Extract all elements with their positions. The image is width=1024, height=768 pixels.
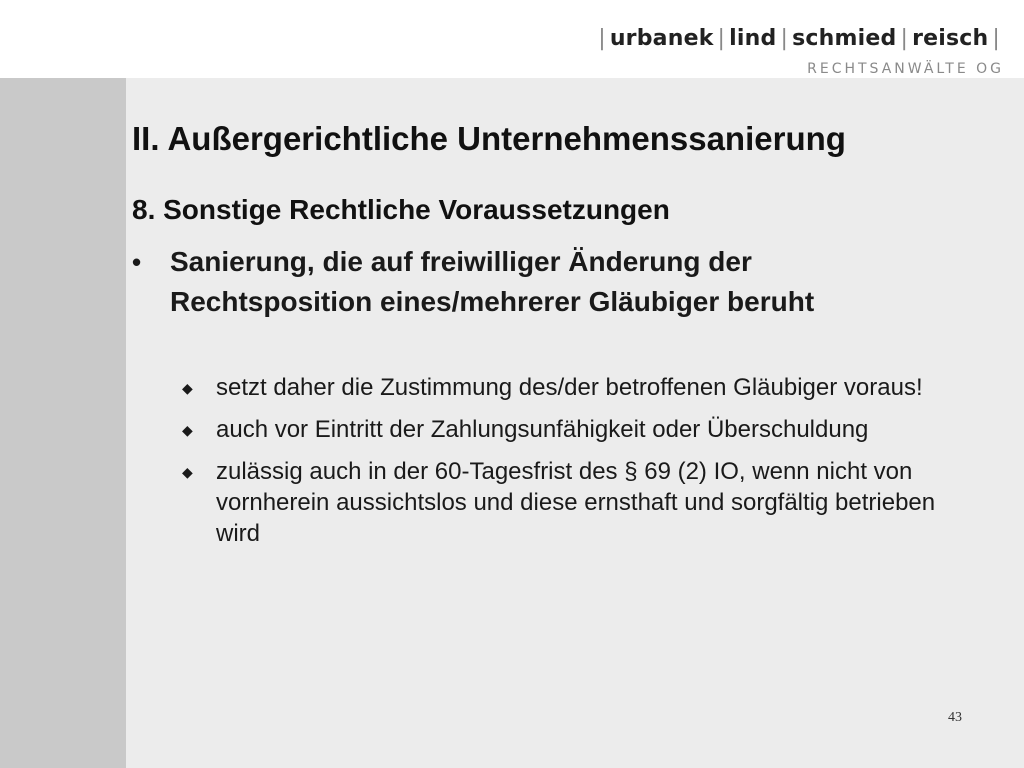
sub-bullet-text: zulässig auch in der 60-Tagesfrist des § 69 (2) IO, wenn nicht von vornherein aussichtslos und diese ernsthaft und sorgfältig betrieben wird (216, 458, 936, 547)
sub-bullet-item (180, 372, 940, 404)
main-bullet-text: Sanierung, die auf freiwilliger Änderung der Rechtsposition eines/mehrerer Gläubiger beruht (170, 246, 815, 317)
logo-names: | urbanek | lind | schmied | reisch | (598, 26, 1000, 51)
sub-bullet-text: auch vor Eintritt der Zahlungsunfähigkeit oder Überschuldung (216, 416, 869, 443)
sub-bullet-text: setzt daher die Zustimmung des/der betroffenen Gläubiger voraus! (216, 374, 923, 401)
logo-name-4: reisch (912, 26, 989, 51)
diamond-bullet-icon: ◆ (182, 422, 193, 438)
bullet-dot-icon: • (132, 247, 142, 277)
company-logo (594, 26, 1004, 77)
sub-bullet-item (180, 414, 940, 446)
logo-name-2: lind (729, 26, 777, 51)
main-bullet-item (132, 242, 892, 322)
sub-bullet-item (180, 456, 940, 549)
left-sidebar-bar (0, 78, 126, 768)
logo-subtitle: RECHTSANWÄLTE OG (807, 61, 1004, 77)
slide-subtitle: 8. Sonstige Rechtliche Voraussetzungen (132, 194, 670, 225)
page-number: 43 (948, 710, 962, 725)
slide-title: II. Außergerichtliche Unternehmenssanierung (132, 120, 846, 157)
diamond-bullet-icon: ◆ (182, 464, 193, 480)
logo-name-1: urbanek (609, 26, 714, 51)
diamond-bullet-icon: ◆ (182, 380, 193, 396)
logo-name-3: schmied (792, 26, 897, 51)
sub-bullet-list (180, 372, 940, 559)
